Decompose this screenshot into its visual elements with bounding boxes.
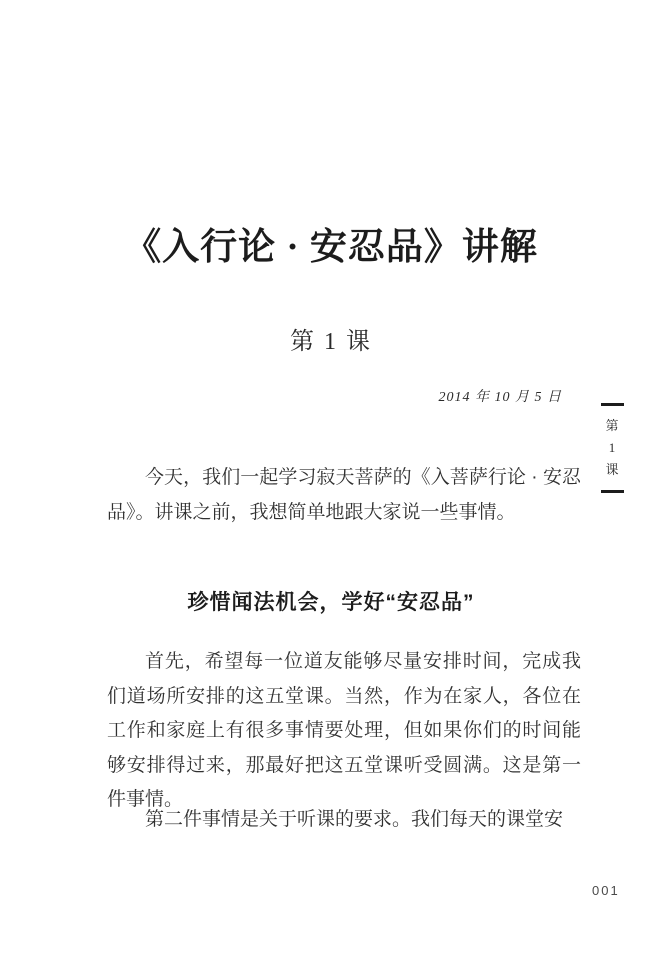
lesson-heading: 第 1 课 <box>290 329 372 355</box>
lecture-date: 2014 年 10 月 5 日 <box>438 390 562 405</box>
paragraph-text: 首先，希望每一位道友能够尽量安排时间，完成我们道场所安排的这五堂课。当然，作为在家人，各位在工作和家庭上有很多事情要处理，但如果你们的时间能够安排得过来，那最好把这五堂课听受圆满。这是第一件事情。 <box>107 651 581 811</box>
page-number: 001 <box>592 883 620 898</box>
tab-top-rule <box>601 403 624 406</box>
book-title: 《入行论 · 安忍品》讲解 <box>124 226 538 268</box>
paragraph-second-matter <box>107 803 581 838</box>
tab-char: 1 <box>608 440 616 455</box>
paragraph-intro <box>107 461 581 530</box>
paragraph-first-matter <box>107 645 581 818</box>
margin-lesson-tab <box>600 403 624 493</box>
paragraph-text: 今天，我们一起学习寂天菩萨的《入菩萨行论 · 安忍品》。讲课之前，我想简单地跟大家说一些事情。 <box>107 467 581 523</box>
tab-bottom-rule <box>601 490 624 493</box>
tab-char: 第 <box>605 418 619 433</box>
section-heading: 珍惜闻法机会，学好“安忍品” <box>187 591 475 614</box>
paragraph-text: 第二件事情是关于听课的要求。我们每天的课堂安 <box>145 809 564 830</box>
tab-char: 课 <box>605 462 619 477</box>
